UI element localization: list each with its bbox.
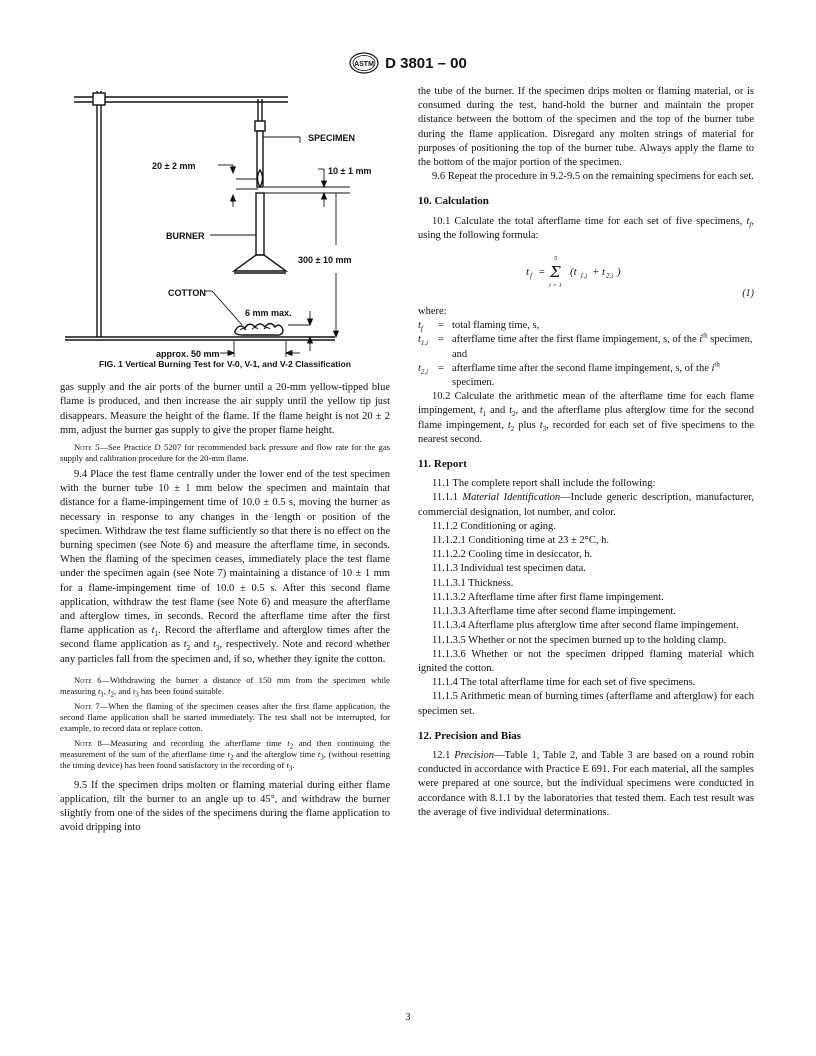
- svg-text:+: +: [592, 266, 600, 279]
- note-8: Note 8—Measuring and recording the afterflame time $t_2$ and then continuing the measurement of the sum of the afterflame time $t_2$ and the afterglow time $t_3$, (without resetting the timing device) has been found satisfactory in the recording of $t_3$.: [60, 737, 390, 773]
- svg-text:ASTM: ASTM: [354, 61, 375, 68]
- svg-text:): ): [617, 266, 621, 279]
- label-specimen: SPECIMEN: [308, 133, 356, 143]
- paragraph-12-1: 12.1 Precision—Table 1, Table 2, and Table 3 are based on a round robin conducted in accordance with Practice E 691. For each material, all the samples were prepared at one source, but the individual specimens were conducted in accordance with 8.1.1 by the laboratories that tested them. Each test result was the average of five individual determinations.: [418, 749, 754, 818]
- report-11-1-3-2: 11.1.3.2 Afterflame time after first flame impingement.: [432, 591, 664, 603]
- figure-caption: FIG. 1 Vertical Burning Test for V-0, V-1, and V-2 Classification: [99, 359, 351, 369]
- label-dim-10mm: 10 ± 1 mm: [328, 166, 372, 176]
- svg-text:2,i: 2,i: [606, 272, 614, 281]
- paragraph-9-6: 9.6 Repeat the procedure in 9.2-9.5 on the remaining specimens for each set.: [432, 171, 754, 183]
- equation-1: [418, 251, 754, 300]
- svg-text:=: =: [538, 266, 546, 279]
- report-11-1: 11.1 The complete report shall include the following:: [432, 478, 656, 490]
- label-dim-6mm: 6 mm max.: [245, 308, 292, 318]
- section-10-heading: 10. Calculation: [418, 195, 489, 208]
- burning-test-diagram: [60, 85, 390, 363]
- report-11-1-1: 11.1.1 Material Identification—Include generic description, manufacturer, commercial designation, lot number, and color.: [418, 492, 754, 518]
- label-dim-20mm: 20 ± 2 mm: [152, 161, 196, 171]
- section-12-heading: 12. Precision and Bias: [418, 729, 522, 742]
- page-header: [0, 52, 816, 79]
- report-11-1-3-5: 11.1.3.5 Whether or not the specimen burned up to the holding clamp.: [432, 634, 727, 646]
- report-11-1-3-1: 11.1.3.1 Thickness.: [432, 577, 514, 589]
- svg-text:i = 1: i = 1: [549, 282, 562, 290]
- astm-logo-icon: [349, 52, 379, 74]
- note-5: Note 5—See Practice D 5207 for recommended back pressure and flow rate for the gas supply and calibration procedure for the 20-mm flame.: [60, 442, 390, 464]
- equation-number: (1): [742, 288, 754, 300]
- svg-text:(t: (t: [570, 266, 577, 279]
- paragraph-10-1: 10.1 Calculate the total afterflame time for each set of five specimens, $t_f$, using the following formula:: [418, 215, 754, 241]
- note-6: Note 6—Withdrawing the burner a distance of 150 mm from the specimen while measuring $t_1$, $t_2$, and $t_3$ has been found suitable.: [60, 674, 390, 699]
- note-7: Note 7—When the flaming of the specimen ceases after the first flame application, the second flame application shall be started immediately. The test shall not be interrupted, for example, to record data or replace cotton.: [60, 700, 390, 733]
- report-11-1-2: 11.1.2 Conditioning or aging.: [432, 520, 556, 532]
- report-11-1-3-6: 11.1.3.6 Whether or not the specimen dripped flaming material which ignited the cotton.: [418, 648, 754, 674]
- definition-t1i: $t_{1,i}$ = afterflame time after the first flame impingement, s, of the $i^{th}$ specimen, and: [418, 331, 753, 360]
- svg-text:t: t: [526, 266, 530, 279]
- report-11-1-2-2: 11.1.2.2 Cooling time in desiccator, h.: [432, 549, 593, 561]
- svg-text:5: 5: [554, 255, 558, 263]
- definition-t2i: $t_{2,i}$ = afterflame time after the second flame impingement, s, of the $i^{th}$ specimen.: [418, 360, 720, 389]
- report-11-1-3-4: 11.1.3.4 Afterflame plus afterglow time after second flame impingement.: [432, 620, 739, 632]
- paragraph-9-5-continued: the tube of the burner. If the specimen drips molten or flaming material, or is consumed during the test, hand-hold the burner and maintain the proper distance between the bottom of the specimen and the top of the burner tube during the flame application. Disregard any molten strings of material for purposes of positioning the top of the burner tube. Always apply the flame to the bottom of the major portion of the specimen.: [418, 86, 754, 169]
- svg-text:Σ: Σ: [550, 263, 561, 282]
- formula-graphic: [486, 251, 686, 291]
- svg-text:1,i: 1,i: [580, 272, 588, 281]
- paragraph-9-4: 9.4 Place the test flame centrally under the lower end of the test specimen with the burner tube 10 ± 1 mm below the specimen and maintain that distance for a flame-impingement time of 10.0 ± 0.5 s, moving the burner as necessary in response to any changes in the length or position of the specimen. Withdraw the test flame sufficiently so that there is no effect on the burning specimen (see Note 6) and measure the afterflame time, in seconds. When the flaming of the specimen ceases, immediately place the test flame under the specimen again (see Note 7) maintaining a distance of 10 ± 1 mm for a flame-impingement time of 10.0 ± 0.5 s. After this second flame application, withdraw the test flame (see Note 6) and measure the afterflame and afterglow times, in seconds. Record the afterflame time after the first flame application as $t_1$. Record the afterflame and afterglow times after the second flame application as $t_2$ and $t_3$, respectively. Note and record whether any particles fall from the specimen and, if so, whether they ignite the cotton.: [60, 469, 390, 665]
- svg-text:t: t: [602, 266, 606, 279]
- report-11-1-2-1: 11.1.2.1 Conditioning time at 23 ± 2°C, h.: [432, 535, 609, 547]
- section-11-heading: 11. Report: [418, 458, 467, 471]
- document-designation: D 3801 – 00: [385, 54, 467, 72]
- report-11-1-5: 11.1.5 Arithmetic mean of burning times (afterflame and afterglow) for each specimen set.: [418, 691, 754, 717]
- page-number: 3: [405, 1012, 411, 1023]
- paragraph-9-5: 9.5 If the specimen drips molten or flaming material during either flame application, tilt the burner to an angle up to 45°, and withdraw the burner slightly from one of the sides of the specimens during the flame application to avoid dripping into: [60, 779, 390, 834]
- report-11-1-3: 11.1.3 Individual test specimen data.: [432, 563, 586, 575]
- report-11-1-4: 11.1.4 The total afterflame time for each set of five specimens.: [432, 677, 696, 689]
- figure-1: [60, 85, 390, 363]
- label-burner: BURNER: [166, 231, 205, 241]
- report-11-1-3-3: 11.1.3.3 Afterflame time after second flame impingement.: [432, 606, 676, 618]
- label-dim-300mm: 300 ± 10 mm: [298, 255, 352, 265]
- paragraph-10-2: 10.2 Calculate the arithmetic mean of the afterflame time for each flame impingement, $t_1$ and $t_2$, and the afterflame plus afterglow time for the second flame impingement, $t_2$ plus $t_3$, recorded for each set of five specimens to the nearest second.: [418, 391, 754, 445]
- label-cotton: COTTON: [168, 288, 206, 298]
- variable-definitions: [418, 305, 754, 390]
- label-dim-50mm: approx. 50 mm: [156, 349, 220, 359]
- svg-text:f: f: [530, 272, 532, 281]
- right-column: [418, 85, 754, 820]
- definition-tf: $t_f$ = total flaming time, s,: [418, 320, 540, 334]
- where-label: where:: [418, 306, 447, 318]
- left-column: [60, 85, 390, 836]
- paragraph-gas-supply: gas supply and the air ports of the burner until a 20-mm yellow-tipped blue flame is produced, and then increase the air supply until the yellow tip just disappears. Measure the height of the flame. If the flame height is not 20 ± 2 mm, adjust the burner gas supply to give the proper flame height.: [60, 382, 390, 436]
